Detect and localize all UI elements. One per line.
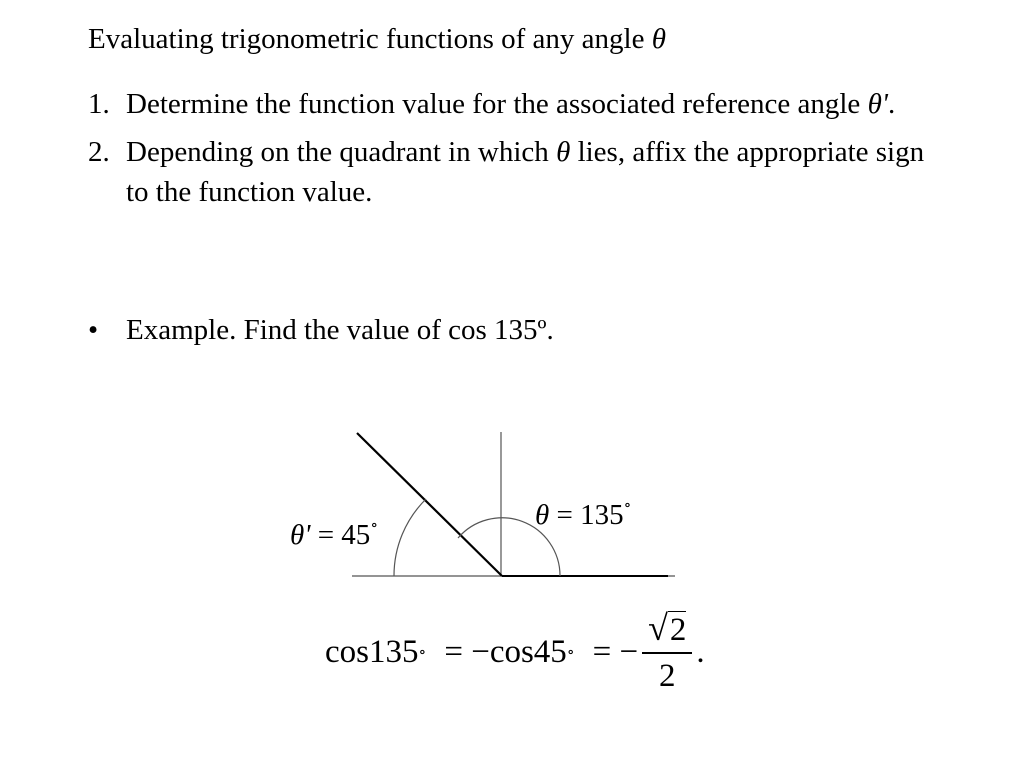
fraction xyxy=(642,608,692,696)
theta-prime-symbol: θ' xyxy=(867,88,889,120)
example-text: Example. Find the value of cos 135º. xyxy=(126,314,554,346)
degree-symbol: ∘ xyxy=(566,644,575,661)
reference-angle-value: = 45 xyxy=(310,519,371,551)
fraction-denominator: 2 xyxy=(659,658,676,694)
sqrt-icon: √ xyxy=(648,608,668,648)
equation-period: . xyxy=(696,633,705,670)
slide-title-text: Evaluating trigonometric functions of any angle xyxy=(88,23,652,55)
equation-middle: = −cos45 xyxy=(444,633,567,670)
degree-symbol: ∘ xyxy=(418,644,427,661)
step-number: 2. xyxy=(88,136,110,168)
step-text: Determine the function value for the associated reference angle xyxy=(126,88,868,120)
theta-prime-symbol: θ' xyxy=(290,519,311,551)
terminal-side xyxy=(357,433,502,576)
reference-angle-arc-45 xyxy=(394,499,426,576)
step-number: 1. xyxy=(88,88,110,120)
cosine-equation xyxy=(325,602,705,702)
reference-angle-label xyxy=(290,510,378,551)
angle-value: = 135 xyxy=(549,499,624,531)
bullet-icon: • xyxy=(88,314,99,346)
degree-symbol: ∘ xyxy=(370,517,379,534)
fraction-numerator xyxy=(642,608,692,654)
equation-rhs-sign: = − xyxy=(592,633,639,670)
angle-label xyxy=(535,490,631,531)
theta-symbol: θ xyxy=(651,23,666,55)
step-text-end: . xyxy=(888,88,896,120)
equation-lhs: cos135 xyxy=(325,633,419,670)
theta-symbol: θ xyxy=(535,499,550,531)
degree-symbol: ∘ xyxy=(623,497,632,514)
step-text-end: lies, affix the appropriate sign to the function value. xyxy=(126,136,925,208)
theta-symbol: θ xyxy=(556,136,571,168)
step-text: Depending on the quadrant in which xyxy=(126,136,557,168)
radicand: 2 xyxy=(669,612,687,648)
